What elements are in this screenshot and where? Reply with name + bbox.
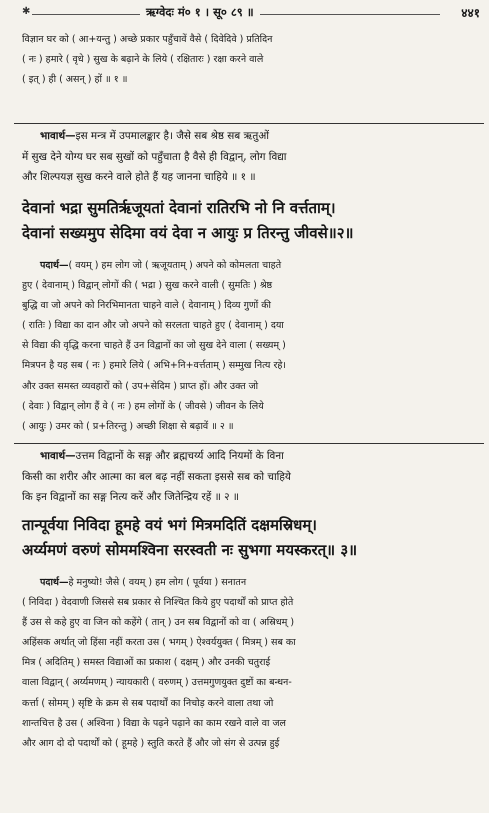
text-line: और शिल्पयज्ञ सुख करने वाले होते हैं यह जानना चाहिये ॥ १ ॥ xyxy=(22,171,256,183)
text-line: हुए ( देवानाम् ) विद्वान् लोगों की ( भद्रा ) सुख करने वाली ( सुमतिः ) श्रेष्ठ xyxy=(22,280,273,292)
text-line: पदार्थ—हे मनुष्यो! जैसे ( वयम् ) हम लोग ( पूर्वया ) सनातन xyxy=(40,577,247,588)
text-line: ( आयुः ) उमर को ( प्र+तिरन्तु ) अच्छी शिक्षा से बढ़ावें ॥ २ ॥ xyxy=(22,420,234,432)
mantra-2 xyxy=(22,196,354,246)
mantra-line: देवानां भद्रा सुमतिर्ऋजूयतां देवानां रातिरभि नो नि वर्त्तताम्। xyxy=(22,199,336,217)
padartha-continued xyxy=(22,30,272,90)
padartha-3 xyxy=(22,573,296,754)
padartha-label: पदार्थ— xyxy=(40,260,69,271)
text-line: हैं उस से कहे हुए वा जिन को कहेंगे ( तान् ) उन सब विद्वानों को वा ( अस्रिधम् ) xyxy=(22,617,295,629)
text-line: मित्र ( अदितिम् ) समस्त विद्याओं का प्रकाश ( दक्षम् ) और उनकी चतुराई xyxy=(22,657,271,669)
text-line: ( इत् ) ही ( असन् ) हों ॥ १ ॥ xyxy=(22,74,128,86)
bhavartha-2 xyxy=(22,446,291,508)
text-line: ( नः ) हमारे ( वृधे ) सुख के बढ़ाने के लिये ( रक्षितारः ) रक्षा करने वाले xyxy=(22,54,264,66)
ornament-icon: ✱ xyxy=(22,6,31,17)
text-line: ( देवाः ) विद्वान् लोग हैं वे ( नः ) हम लोगों के ( जीवसे ) जीवन के लिये xyxy=(22,400,264,412)
text-line: भावार्थ—उत्तम विद्वानों के सङ्ग और ब्रह्मचर्य्य आदि नियमों के विना xyxy=(40,450,284,462)
section-divider xyxy=(14,443,484,444)
text-line: शान्तचित्त है उस ( अश्विना ) विद्या के पढ़ने पढ़ाने का काम रखने वाले वा जल xyxy=(22,717,286,729)
text-line: ( रातिः ) विद्या का दान और जो अपने को सरलता चाहते हुए ( देवानाम् ) दया xyxy=(22,320,284,332)
text-line: भावार्थ—इस मन्त्र में उपमालङ्कार है। जैसे सब श्रेष्ठ सब ऋतुओं xyxy=(40,130,269,142)
section-divider xyxy=(14,123,484,124)
bhavartha-label: भावार्थ— xyxy=(40,130,76,142)
mantra-3 xyxy=(22,513,357,563)
bhavartha-1 xyxy=(22,126,287,188)
mantra-line: अर्य्यमणं वरुणं सोममश्विना सरस्वती नः सुभगा मयस्करत्॥ ३॥ xyxy=(22,541,358,559)
text-line: से विद्या की वृद्धि करना चाहते हैं उन विद्वानों का जो सुख देने वाला ( सख्यम् ) xyxy=(22,340,286,352)
text-line: किसी का शरीर और आत्मा का बल बढ़ नहीं सकता इससे सब को चाहिये xyxy=(22,470,291,483)
bhavartha-label: भावार्थ— xyxy=(40,450,76,462)
text-line: पदार्थ—( वयम् ) हम लोग जो ( ऋजूयताम् ) अपने को कोमलता चाहते xyxy=(40,260,282,271)
text-line: कि इन विद्वानों का सङ्ग नित्य करें और जितेन्द्रिय रहें ॥ २ ॥ xyxy=(22,491,240,503)
running-header xyxy=(22,0,480,30)
text-line: और आग दो दो पदार्थों को ( हूमहे ) स्तुति करते हैं और जो संग से उत्पन्न हुई xyxy=(22,737,280,749)
padartha-2 xyxy=(22,256,286,437)
mantra-line: देवानां सख्यमुप सेदिमा वयं देवा न आयुः प्र तिरन्तु जीवसे॥२॥ xyxy=(22,224,354,242)
text-line: कर्त्ता ( सोमम् ) सृष्टि के क्रम से सब पदार्थों का निचोड़ करने वाला तथा जो xyxy=(22,697,274,709)
book-page xyxy=(22,0,480,749)
text-line: बुद्धि वा जो अपने को निरभिमानता चाहने वाले ( देवानाम् ) दिव्य गुणों की xyxy=(22,300,272,312)
header-title: ऋग्वेदः मं० १ । सू० ८९ ॥ xyxy=(140,5,260,20)
text-line: वाला विद्वान् ( अर्य्यमणम् ) न्यायकारी ( वरुणम् ) उत्तमगुणयुक्त दुष्टों का बन्धन- xyxy=(22,677,292,689)
text-line: ( निविदा ) वेदवाणी जिससे सब प्रकार से निश्चित किये हुए पदार्थों को प्राप्त होते xyxy=(22,597,294,609)
text-line: में सुख देने योग्य घर सब सुखों को पहुँचाता है वैसे ही विद्वान्, लोग विद्या xyxy=(22,150,287,163)
text-line: मित्रपन है यह सब ( नः ) हमारे लिये ( अभि+नि+वर्त्तताम् ) सम्मुख नित्य रहे। xyxy=(22,360,286,372)
text-line: विज्ञान घर को ( आ+यन्तु ) अच्छे प्रकार पहुँचावें वैसे ( दिवेदिवे ) प्रतिदिन xyxy=(22,34,273,45)
text-line: और उक्त समस्त व्यवहारों को ( उप+सेदिम ) प्राप्त हों। और उक्त जो xyxy=(22,380,259,392)
padartha-label: पदार्थ— xyxy=(40,577,69,588)
text-line: अहिंसक अर्थात् जो हिंसा नहीं करता उस ( भगम् ) ऐश्वर्ययुक्त ( मित्रम् ) सब का xyxy=(22,637,296,649)
mantra-line: तान्पूर्वया निविदा हूमहे वयं भगं मित्रमदितिं दक्षमस्रिधम्। xyxy=(22,516,317,534)
page-number: ४४१ xyxy=(457,4,480,21)
